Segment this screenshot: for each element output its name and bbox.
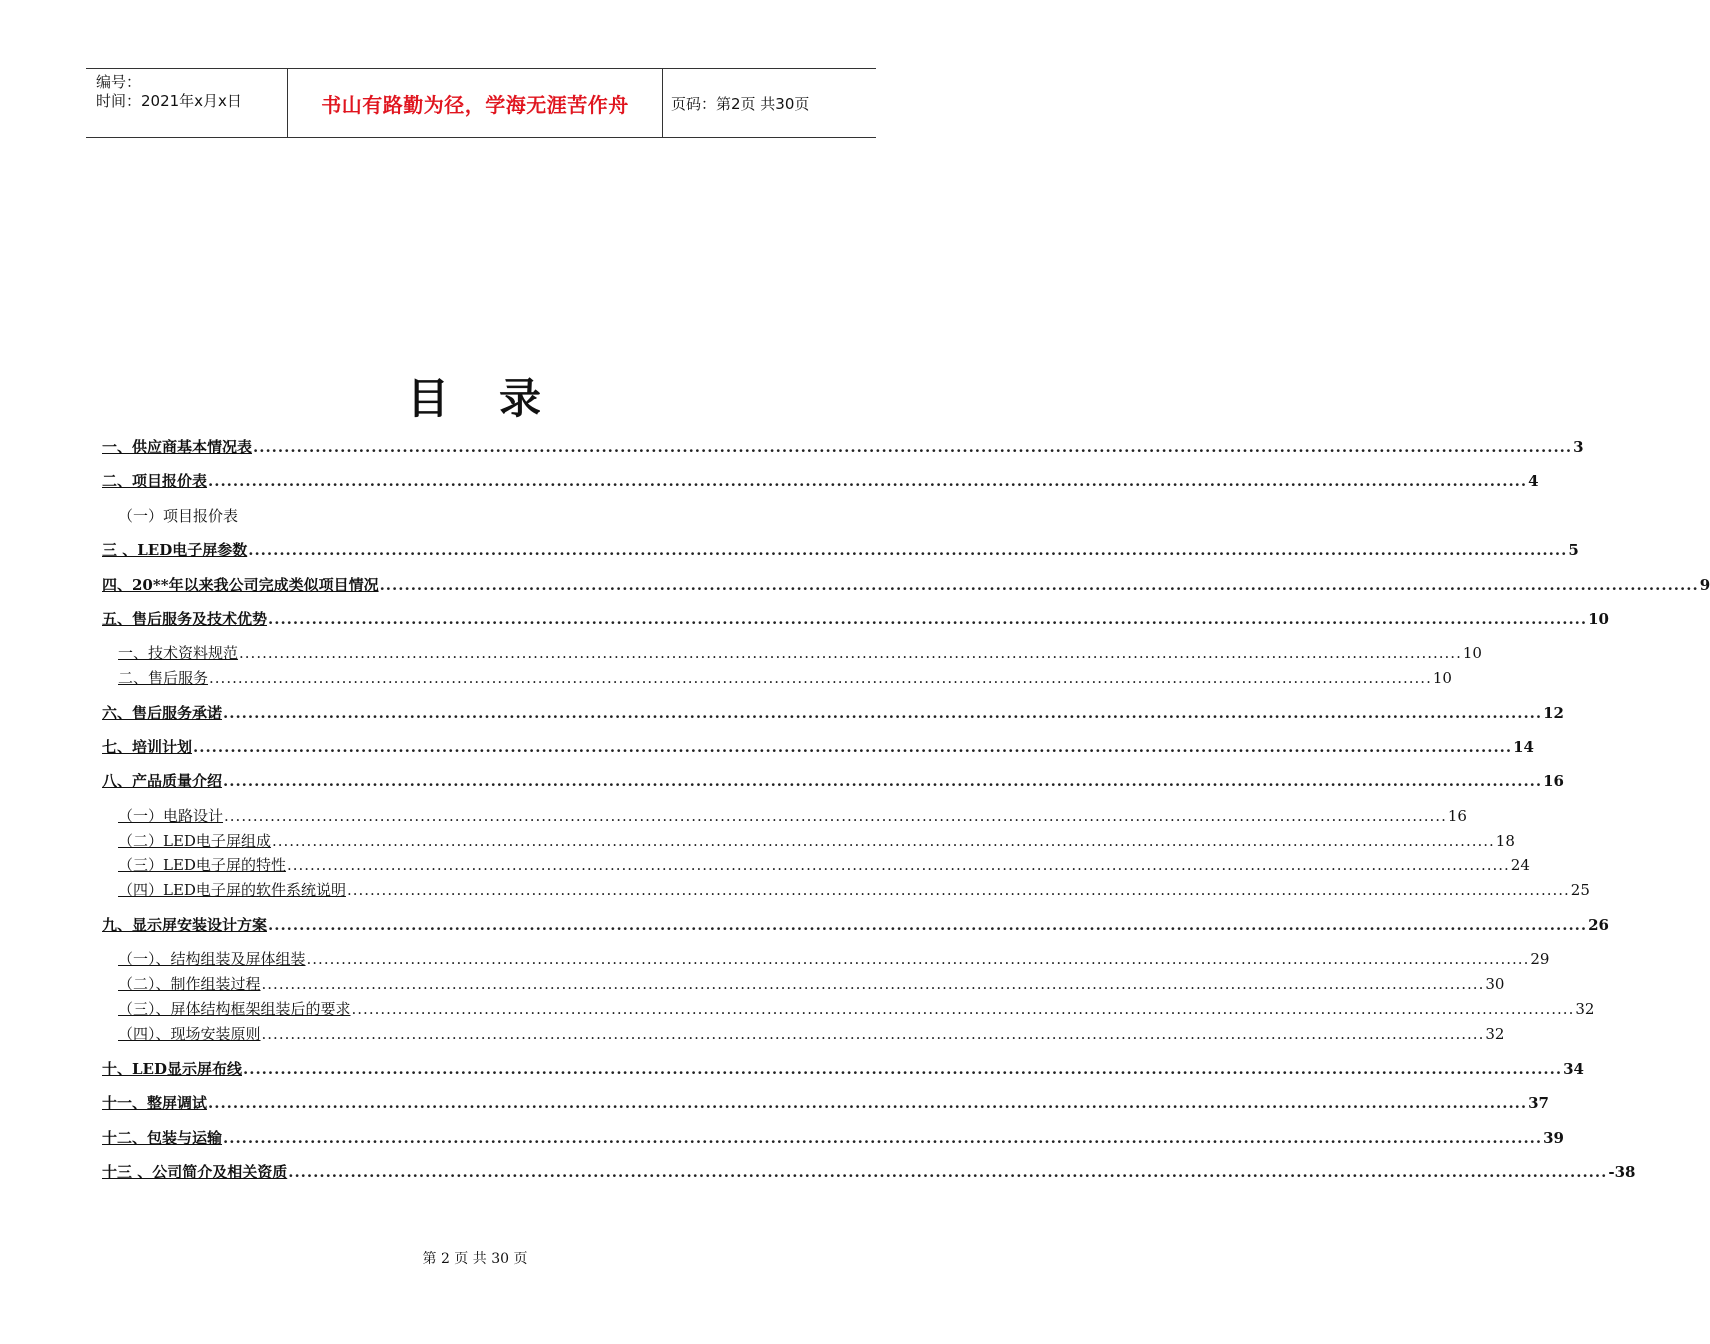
toc-entry-text[interactable]: 十二、包装与运输 <box>102 1129 223 1147</box>
toc-entry-text[interactable]: （二）LED电子屏组成 <box>118 832 271 850</box>
toc-entry-page: 16 <box>1543 772 1564 790</box>
toc-entry[interactable]: 一、供应商基本情况表 .................................................................................................................................................................................................................... 3 <box>102 438 1584 456</box>
toc-title-char-1: 目 <box>406 374 451 423</box>
toc-entry[interactable]: 二、项目报价表 .................................................................................................................................................................................................................... 4 <box>102 472 1539 490</box>
toc-entry-text[interactable]: （三）LED电子屏的特性 <box>118 856 286 874</box>
toc-entry-page: 16 <box>1447 807 1467 825</box>
toc-entry-page: 24 <box>1510 856 1530 874</box>
toc-entry[interactable]: （四）LED电子屏的软件系统说明 .................................................................................................................................................................................................................... 25 <box>118 881 1590 899</box>
toc-entry-page: 34 <box>1563 1060 1584 1078</box>
toc-entry[interactable]: 六、售后服务承诺 .................................................................................................................................................................................................................... 12 <box>102 704 1564 722</box>
toc-entry-page: 29 <box>1530 950 1550 968</box>
toc-entry-text[interactable]: 十一、整屏调试 <box>102 1094 208 1112</box>
toc-entry-text[interactable]: 五、售后服务及技术优势 <box>102 610 268 628</box>
toc-entry-text[interactable]: 十三 、公司简介及相关资质 <box>102 1163 288 1181</box>
toc-entry[interactable]: 十三 、公司简介及相关资质 .................................................................................................................................................................................................................... -38 <box>102 1163 1636 1181</box>
toc-entry-text[interactable]: （三）、屏体结构框架组装后的要求 <box>118 1000 351 1018</box>
toc-entry-text[interactable]: 二、售后服务 <box>118 669 209 687</box>
toc-entry-page: 32 <box>1575 1000 1595 1018</box>
toc-entry-text[interactable]: 七、培训计划 <box>102 738 193 756</box>
toc-entry-page: 30 <box>1485 975 1505 993</box>
document-time-label: 时间：2021年x月x日 <box>96 92 242 110</box>
toc-entry[interactable]: （二）LED电子屏组成 .................................................................................................................................................................................................................... 18 <box>118 832 1515 850</box>
toc-entry-page: 4 <box>1528 472 1539 490</box>
header-page-info: 页码：第2页 共30页 <box>671 94 810 113</box>
toc-entry-text[interactable]: （二）、制作组装过程 <box>118 975 261 993</box>
toc-entry-text[interactable]: 一、技术资料规范 <box>118 644 239 662</box>
toc-entry-page: 25 <box>1570 881 1590 899</box>
toc-entry[interactable]: 二、售后服务 .................................................................................................................................................................................................................... 10 <box>118 669 1452 687</box>
toc-entry-page: 9 <box>1699 576 1710 594</box>
toc-entry-page: 3 <box>1573 438 1584 456</box>
toc-entry[interactable]: 三 、LED电子屏参数 .................................................................................................................................................................................................................... 5 <box>102 541 1579 559</box>
toc-entry-text[interactable]: 一、供应商基本情况表 <box>102 438 253 456</box>
toc-entry-text[interactable]: 十、LED显示屏布线 <box>102 1060 242 1078</box>
page-footer: 第 2 页 共 30 页 <box>422 1251 528 1267</box>
toc-entry[interactable]: 十、LED显示屏布线 .................................................................................................................................................................................................................... 34 <box>102 1060 1584 1078</box>
toc-entry-text[interactable]: 二、项目报价表 <box>102 472 208 490</box>
toc-entry-page: 12 <box>1543 704 1564 722</box>
toc-entry-page: 10 <box>1462 644 1482 662</box>
toc-entry[interactable]: （二）、制作组装过程 .................................................................................................................................................................................................................... 30 <box>118 975 1505 993</box>
toc-entry[interactable]: 四、20**年以来我公司完成类似项目情况 .................................................................................................................................................................................................................... 9 <box>102 576 1710 594</box>
toc-entry-page: 37 <box>1528 1094 1549 1112</box>
toc-entry[interactable]: 九、显示屏安装设计方案 .................................................................................................................................................................................................................... 26 <box>102 916 1609 934</box>
toc-entry[interactable]: （三）LED电子屏的特性 .................................................................................................................................................................................................................... 24 <box>118 856 1530 874</box>
toc-entry-page: 39 <box>1543 1129 1564 1147</box>
toc-entry-text[interactable]: 九、显示屏安装设计方案 <box>102 916 268 934</box>
toc-entry-text[interactable]: 三 、LED电子屏参数 <box>102 541 248 559</box>
toc-entry-page: -38 <box>1608 1163 1636 1181</box>
toc-entry-page: 14 <box>1513 738 1534 756</box>
toc-entry-page: 10 <box>1432 669 1452 687</box>
toc-entry-text[interactable]: （四）、现场安装原则 <box>118 1025 261 1043</box>
toc-plain-item: （一）项目报价表 <box>118 507 239 525</box>
toc-entry[interactable]: 七、培训计划 .................................................................................................................................................................................................................... 14 <box>102 738 1534 756</box>
toc-entry[interactable]: （三）、屏体结构框架组装后的要求 .................................................................................................................................................................................................................... 32 <box>118 1000 1595 1018</box>
toc-entry[interactable]: 五、售后服务及技术优势 .................................................................................................................................................................................................................... 10 <box>102 610 1609 628</box>
toc-entry[interactable]: （一）电路设计 .................................................................................................................................................................................................................... 16 <box>118 807 1467 825</box>
toc-entry-text[interactable]: 八、产品质量介绍 <box>102 772 223 790</box>
toc-entry-page: 18 <box>1495 832 1515 850</box>
toc-entry-page: 26 <box>1588 916 1609 934</box>
toc-entry[interactable]: （四）、现场安装原则 .................................................................................................................................................................................................................... 32 <box>118 1025 1505 1043</box>
toc-entry-page: 32 <box>1485 1025 1505 1043</box>
toc-entry-text[interactable]: （一）、结构组装及屏体组装 <box>118 950 306 968</box>
toc-entry[interactable]: （一）、结构组装及屏体组装 .................................................................................................................................................................................................................... 29 <box>118 950 1550 968</box>
toc-entry[interactable]: 一、技术资料规范 .................................................................................................................................................................................................................... 10 <box>118 644 1482 662</box>
toc-title-char-2: 录 <box>499 374 544 423</box>
toc-entry-text[interactable]: （一）电路设计 <box>118 807 224 825</box>
header-slogan: 书山有路勤为径，学海无涯苦作舟 <box>287 69 663 137</box>
toc-entry-text[interactable]: 四、20**年以来我公司完成类似项目情况 <box>102 576 379 594</box>
toc-entry[interactable]: 十一、整屏调试 .................................................................................................................................................................................................................... 37 <box>102 1094 1549 1112</box>
toc-entry-text[interactable]: 六、售后服务承诺 <box>102 704 223 722</box>
toc-entry-page: 5 <box>1568 541 1579 559</box>
toc-entry[interactable]: 十二、包装与运输 .................................................................................................................................................................................................................... 39 <box>102 1129 1564 1147</box>
toc-entry-page: 10 <box>1588 610 1609 628</box>
toc-entry[interactable]: 八、产品质量介绍 .................................................................................................................................................................................................................... 16 <box>102 772 1564 790</box>
document-number-label: 编号： <box>96 73 142 91</box>
toc-entry-text[interactable]: （四）LED电子屏的软件系统说明 <box>118 881 346 899</box>
